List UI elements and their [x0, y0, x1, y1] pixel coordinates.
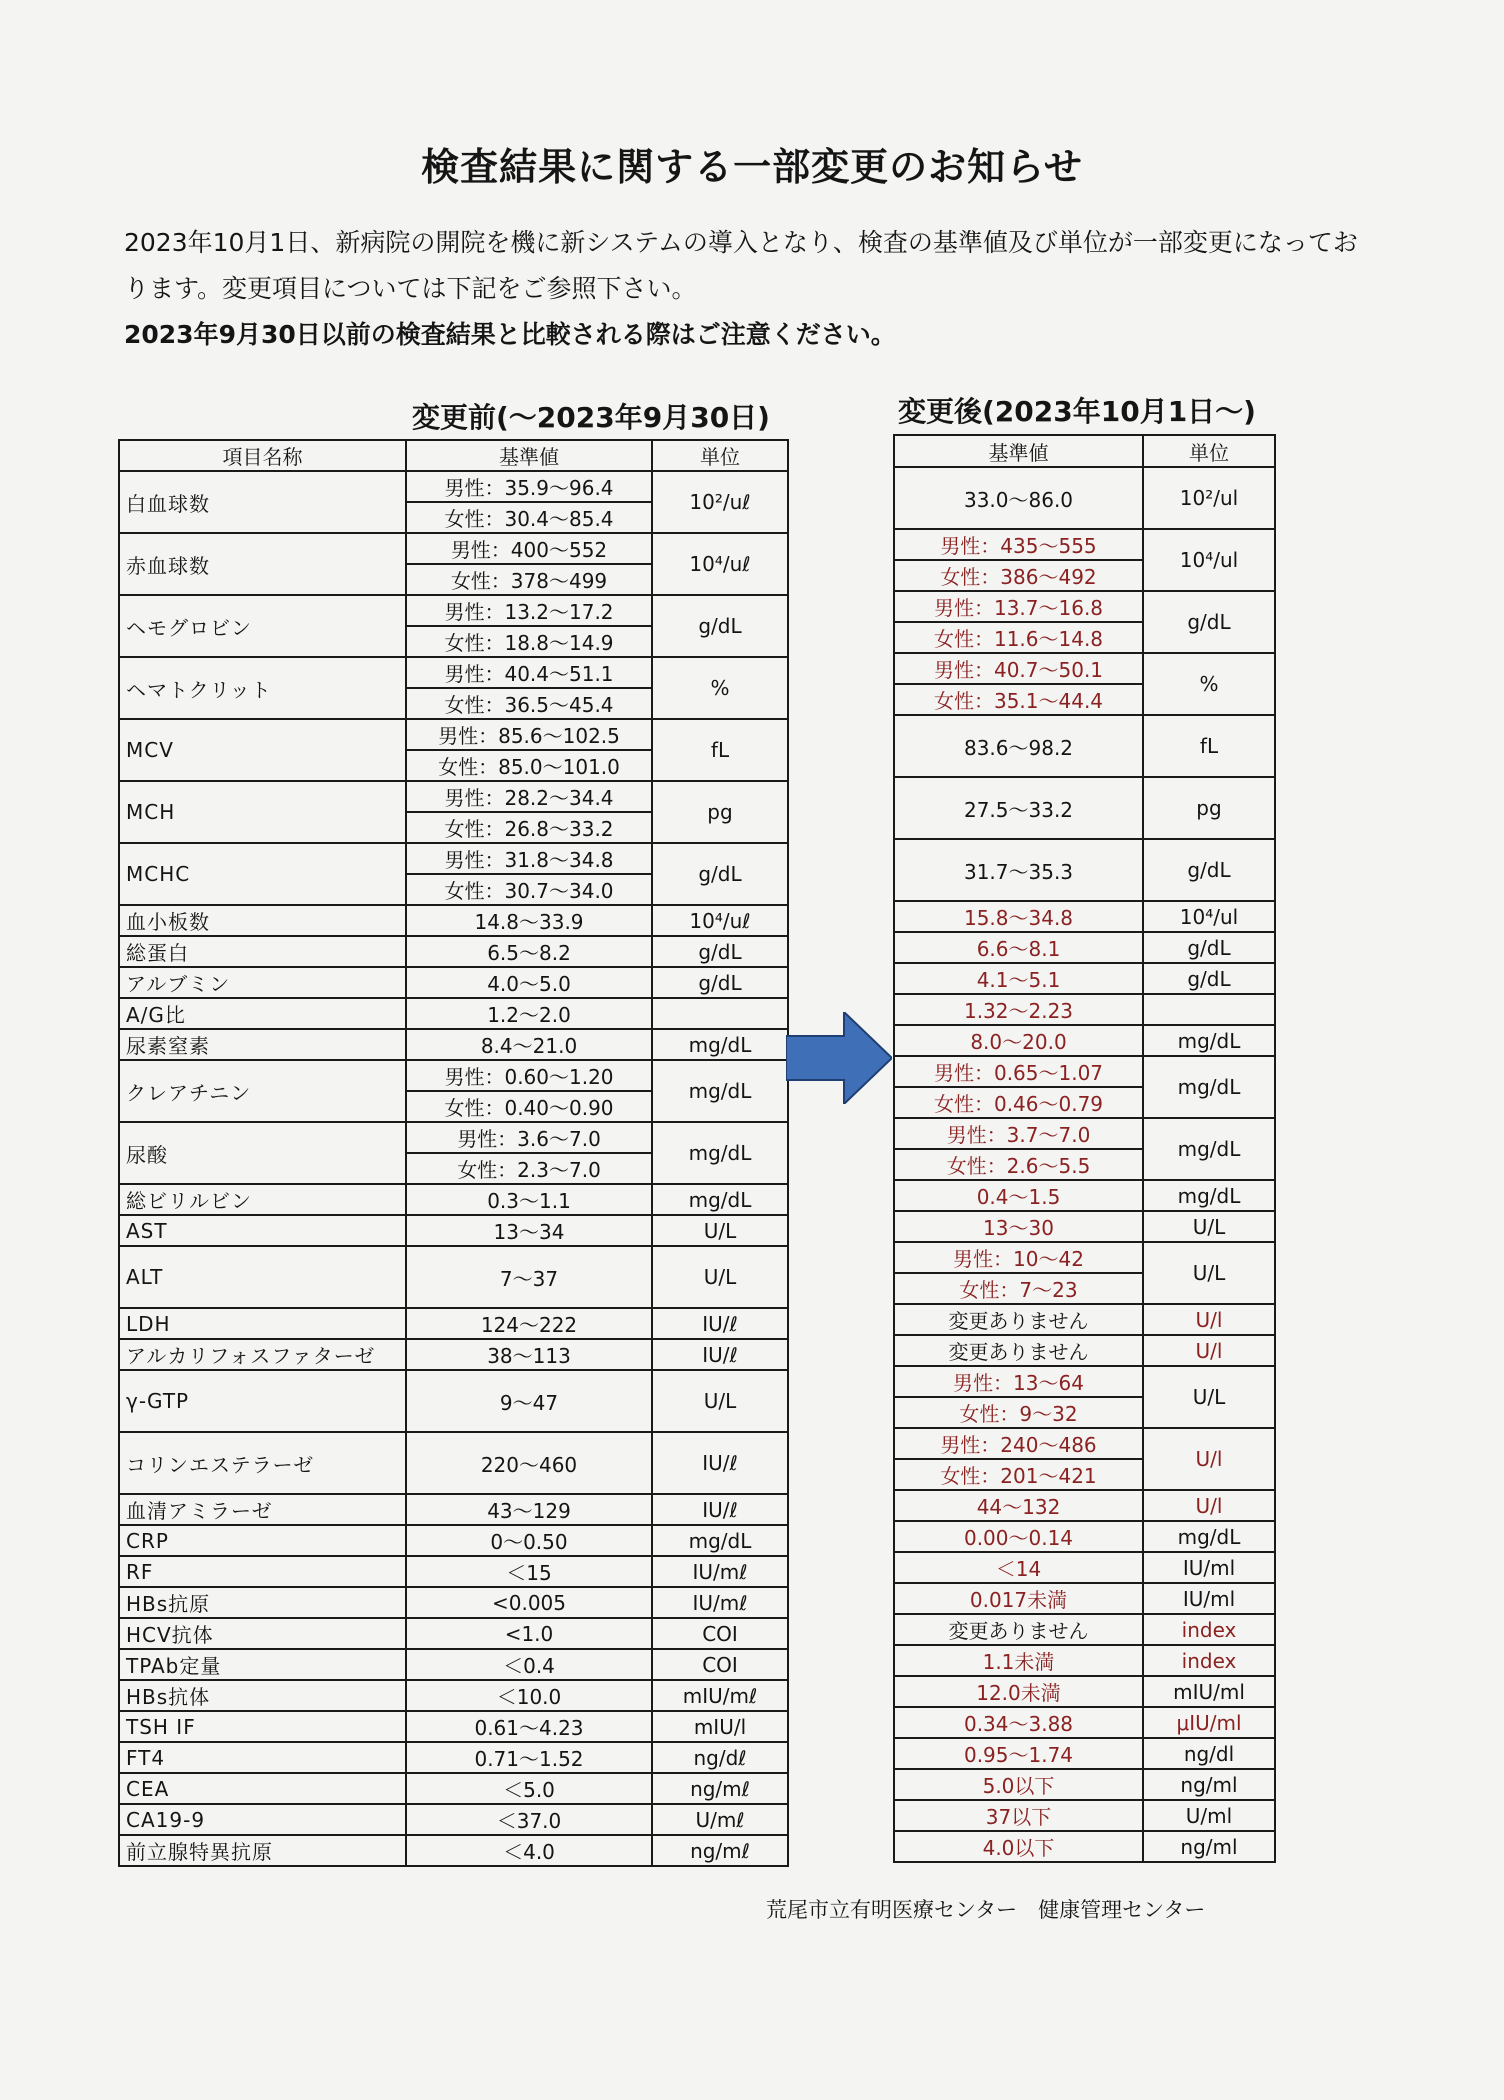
ref-cell: 1.32～2.23 [894, 994, 1143, 1025]
ref-cell: ＜37.0 [406, 1804, 652, 1835]
header-ref: 基準値 [406, 440, 652, 471]
ref-male: 男性：28.2～34.4 [406, 781, 652, 812]
ref-cell: ＜15 [406, 1556, 652, 1587]
unit-cell: mg/dL [652, 1122, 788, 1184]
item-name: AST [119, 1215, 406, 1246]
table-row [894, 1211, 1275, 1242]
unit-cell: mg/dL [652, 1029, 788, 1060]
table-row [894, 1645, 1275, 1676]
unit-cell: mIU/mℓ [652, 1680, 788, 1711]
unit-cell: IU/mℓ [652, 1556, 788, 1587]
table-row [894, 1490, 1275, 1521]
unit-cell: mg/dL [652, 1525, 788, 1556]
unit-cell: U/l [1143, 1335, 1275, 1366]
unit-cell: COI [652, 1618, 788, 1649]
ref-female: 女性：0.46～0.79 [894, 1087, 1143, 1118]
table-row [894, 1614, 1275, 1645]
ref-female: 女性：2.6～5.5 [894, 1149, 1143, 1180]
ref-cell: ＜5.0 [406, 1773, 652, 1804]
item-name: 総ビリルビン [119, 1184, 406, 1215]
table-row [894, 467, 1275, 529]
table-row [119, 1370, 788, 1432]
before-caption: 変更前(～2023年9月30日) [412, 401, 770, 434]
item-name: HBs抗原 [119, 1587, 406, 1618]
unit-cell: pg [1143, 777, 1275, 839]
ref-male: 男性：3.7～7.0 [894, 1118, 1143, 1149]
page-title: 検査結果に関する一部変更のお知らせ [421, 145, 1083, 189]
ref-female: 女性：18.8～14.9 [406, 626, 652, 657]
ref-female: 女性：36.5～45.4 [406, 688, 652, 719]
unit-cell: U/L [652, 1215, 788, 1246]
ref-cell: 31.7～35.3 [894, 839, 1143, 901]
ref-cell: 0.3～1.1 [406, 1184, 652, 1215]
intro-warning: 2023年9月30日以前の検査結果と比較される際はご注意ください。 [124, 320, 896, 349]
table-row [894, 994, 1275, 1025]
table-row [119, 1246, 788, 1308]
item-name: TPAb定量 [119, 1649, 406, 1680]
ref-female: 女性：0.40～0.90 [406, 1091, 652, 1122]
unit-cell: % [1143, 653, 1275, 715]
table-row [119, 1122, 788, 1153]
ref-cell: 1.1未満 [894, 1645, 1143, 1676]
item-name: TSH IF [119, 1711, 406, 1742]
ref-cell: <0.005 [406, 1587, 652, 1618]
table-row [119, 1587, 788, 1618]
unit-cell: 10²/uℓ [652, 471, 788, 533]
ref-female: 女性：2.3～7.0 [406, 1153, 652, 1184]
ref-male: 男性：40.4～51.1 [406, 657, 652, 688]
table-row [119, 657, 788, 688]
ref-cell: 7～37 [406, 1246, 652, 1308]
item-name: ALT [119, 1246, 406, 1308]
header-ref: 基準値 [894, 435, 1143, 467]
ref-cell: 14.8～33.9 [406, 905, 652, 936]
ref-cell: 0.00～0.14 [894, 1521, 1143, 1552]
ref-cell: ＜0.4 [406, 1649, 652, 1680]
unit-cell: 10⁴/uℓ [652, 905, 788, 936]
table-row [894, 591, 1275, 622]
table-row [894, 1335, 1275, 1366]
ref-cell: 43～129 [406, 1494, 652, 1525]
unit-cell: U/L [652, 1246, 788, 1308]
ref-cell: 8.4～21.0 [406, 1029, 652, 1060]
table-row [119, 1060, 788, 1091]
ref-cell: 変更ありません [894, 1614, 1143, 1645]
unit-cell: IU/ℓ [652, 1339, 788, 1370]
table-row [119, 1742, 788, 1773]
unit-cell: U/L [1143, 1242, 1275, 1304]
unit-cell: ng/dℓ [652, 1742, 788, 1773]
ref-cell: 13～30 [894, 1211, 1143, 1242]
unit-cell: index [1143, 1645, 1275, 1676]
unit-cell: mg/dL [1143, 1521, 1275, 1552]
table-row [894, 1366, 1275, 1397]
table-row [119, 1804, 788, 1835]
ref-male: 男性：435～555 [894, 529, 1143, 560]
ref-cell: 0.017未満 [894, 1583, 1143, 1614]
table-row [894, 1180, 1275, 1211]
ref-female: 女性：26.8～33.2 [406, 812, 652, 843]
item-name: コリンエステラーゼ [119, 1432, 406, 1494]
ref-cell: 0.34～3.88 [894, 1707, 1143, 1738]
unit-cell: ng/mℓ [652, 1773, 788, 1804]
header-unit: 単位 [1143, 435, 1275, 467]
ref-female: 女性：30.7～34.0 [406, 874, 652, 905]
ref-cell: 38～113 [406, 1339, 652, 1370]
ref-cell: ＜10.0 [406, 1680, 652, 1711]
unit-cell: IU/ℓ [652, 1432, 788, 1494]
unit-cell: mg/dL [1143, 1056, 1275, 1118]
ref-female: 女性：201～421 [894, 1459, 1143, 1490]
ref-male: 男性：240～486 [894, 1428, 1143, 1459]
table-row [119, 1308, 788, 1339]
unit-cell [1143, 994, 1275, 1025]
item-name: A/G比 [119, 998, 406, 1029]
unit-cell: U/mℓ [652, 1804, 788, 1835]
item-name: クレアチニン [119, 1060, 406, 1122]
ref-male: 男性：40.7～50.1 [894, 653, 1143, 684]
unit-cell: g/dL [1143, 591, 1275, 653]
item-name: CRP [119, 1525, 406, 1556]
ref-cell: ＜14 [894, 1552, 1143, 1583]
ref-cell: 13～34 [406, 1215, 652, 1246]
unit-cell: mg/dL [652, 1184, 788, 1215]
arrow-right-icon [786, 1012, 892, 1104]
unit-cell: 10⁴/ul [1143, 529, 1275, 591]
item-name: MCHC [119, 843, 406, 905]
unit-cell [652, 998, 788, 1029]
ref-male: 男性：400～552 [406, 533, 652, 564]
unit-cell: U/L [652, 1370, 788, 1432]
table-row [894, 1304, 1275, 1335]
unit-cell: IU/ℓ [652, 1494, 788, 1525]
item-name: 尿酸 [119, 1122, 406, 1184]
table-row [894, 1738, 1275, 1769]
ref-female: 女性：35.1～44.4 [894, 684, 1143, 715]
after-caption: 変更後(2023年10月1日～) [898, 395, 1256, 428]
table-row [894, 932, 1275, 963]
footer-organization: 荒尾市立有明医療センター 健康管理センター [766, 1898, 1206, 1922]
table-row [119, 1339, 788, 1370]
table-row [119, 843, 788, 874]
unit-cell: ng/ml [1143, 1769, 1275, 1800]
table-row [119, 1556, 788, 1587]
table-row [894, 839, 1275, 901]
ref-male: 男性：13.7～16.8 [894, 591, 1143, 622]
table-row [119, 1494, 788, 1525]
ref-cell: 37以下 [894, 1800, 1143, 1831]
table-row [894, 1831, 1275, 1862]
ref-male: 男性：3.6～7.0 [406, 1122, 652, 1153]
ref-male: 男性：0.60～1.20 [406, 1060, 652, 1091]
table-row [119, 1618, 788, 1649]
ref-female: 女性：11.6～14.8 [894, 622, 1143, 653]
unit-cell: U/L [1143, 1366, 1275, 1428]
unit-cell: IU/ℓ [652, 1308, 788, 1339]
table-row [894, 901, 1275, 932]
ref-female: 女性：30.4～85.4 [406, 502, 652, 533]
item-name: 血小板数 [119, 905, 406, 936]
ref-cell: 0.95～1.74 [894, 1738, 1143, 1769]
ref-cell: 変更ありません [894, 1335, 1143, 1366]
item-name: ヘマトクリット [119, 657, 406, 719]
unit-cell: IU/mℓ [652, 1587, 788, 1618]
header-unit: 単位 [652, 440, 788, 471]
table-row [894, 1428, 1275, 1459]
unit-cell: ng/ml [1143, 1831, 1275, 1862]
table-row [894, 529, 1275, 560]
ref-male: 男性：0.65～1.07 [894, 1056, 1143, 1087]
ref-cell: 33.0～86.0 [894, 467, 1143, 529]
unit-cell: fL [652, 719, 788, 781]
unit-cell: COI [652, 1649, 788, 1680]
table-row [894, 1242, 1275, 1273]
table-row [894, 1521, 1275, 1552]
unit-cell: mg/dL [652, 1060, 788, 1122]
item-name: RF [119, 1556, 406, 1587]
table-row [119, 1215, 788, 1246]
table-row [894, 1025, 1275, 1056]
table-row [894, 1118, 1275, 1149]
table-row [119, 1680, 788, 1711]
ref-male: 男性：13～64 [894, 1366, 1143, 1397]
unit-cell: 10⁴/uℓ [652, 533, 788, 595]
ref-cell: 124～222 [406, 1308, 652, 1339]
unit-cell: U/ml [1143, 1800, 1275, 1831]
unit-cell: mg/dL [1143, 1180, 1275, 1211]
ref-cell: <1.0 [406, 1618, 652, 1649]
item-name: LDH [119, 1308, 406, 1339]
unit-cell: fL [1143, 715, 1275, 777]
ref-cell: 4.1～5.1 [894, 963, 1143, 994]
header-name: 項目名称 [119, 440, 406, 471]
ref-cell: 83.6～98.2 [894, 715, 1143, 777]
table-row [119, 595, 788, 626]
table-row [894, 777, 1275, 839]
ref-cell: 220～460 [406, 1432, 652, 1494]
unit-cell: μIU/ml [1143, 1707, 1275, 1738]
table-row [119, 1525, 788, 1556]
ref-female: 女性：85.0～101.0 [406, 750, 652, 781]
table-row [894, 1552, 1275, 1583]
ref-cell: 0.61～4.23 [406, 1711, 652, 1742]
ref-cell: 6.6～8.1 [894, 932, 1143, 963]
unit-cell: mIU/l [652, 1711, 788, 1742]
table-row [894, 963, 1275, 994]
ref-cell: 0～0.50 [406, 1525, 652, 1556]
ref-cell: 1.2～2.0 [406, 998, 652, 1029]
item-name: CA19-9 [119, 1804, 406, 1835]
ref-cell: 9～47 [406, 1370, 652, 1432]
unit-cell: U/l [1143, 1428, 1275, 1490]
item-name: ヘモグロビン [119, 595, 406, 657]
item-name: HBs抗体 [119, 1680, 406, 1711]
table-row [119, 719, 788, 750]
table-row [894, 715, 1275, 777]
unit-cell: IU/ml [1143, 1552, 1275, 1583]
ref-cell: 12.0未満 [894, 1676, 1143, 1707]
ref-male: 男性：10～42 [894, 1242, 1143, 1273]
ref-female: 女性：386～492 [894, 560, 1143, 591]
unit-cell: U/L [1143, 1211, 1275, 1242]
unit-cell: mIU/ml [1143, 1676, 1275, 1707]
ref-cell: 4.0以下 [894, 1831, 1143, 1862]
table-row [119, 1773, 788, 1804]
ref-cell: 0.71～1.52 [406, 1742, 652, 1773]
item-name: MCH [119, 781, 406, 843]
unit-cell: g/dL [652, 843, 788, 905]
table-row [894, 1769, 1275, 1800]
table-row [119, 1711, 788, 1742]
after-table [893, 434, 1276, 1863]
item-name: 血清アミラーゼ [119, 1494, 406, 1525]
ref-cell: ＜4.0 [406, 1835, 652, 1866]
ref-female: 女性：7～23 [894, 1273, 1143, 1304]
item-name: HCV抗体 [119, 1618, 406, 1649]
ref-cell: 6.5～8.2 [406, 936, 652, 967]
item-name: 尿素窒素 [119, 1029, 406, 1060]
intro-paragraph: 2023年10月1日、新病院の開院を機に新システムの導入となり、検査の基準値及び単位が一部変更になっております。変更項目については下記をご参照下さい。 [124, 228, 1358, 303]
unit-cell: g/dL [652, 967, 788, 998]
before-table [118, 439, 789, 1867]
ref-cell: 15.8～34.8 [894, 901, 1143, 932]
table-row [119, 533, 788, 564]
table-row [119, 1029, 788, 1060]
table-row [119, 936, 788, 967]
unit-cell: g/dL [1143, 839, 1275, 901]
unit-cell: pg [652, 781, 788, 843]
unit-cell: ng/mℓ [652, 1835, 788, 1866]
unit-cell: g/dL [652, 936, 788, 967]
ref-male: 男性：31.8～34.8 [406, 843, 652, 874]
ref-cell: 44～132 [894, 1490, 1143, 1521]
unit-cell: U/l [1143, 1490, 1275, 1521]
unit-cell: g/dL [1143, 932, 1275, 963]
table-row [119, 781, 788, 812]
table-row [119, 1184, 788, 1215]
unit-cell: mg/dL [1143, 1118, 1275, 1180]
item-name: FT4 [119, 1742, 406, 1773]
unit-cell: IU/ml [1143, 1583, 1275, 1614]
item-name: γ-GTP [119, 1370, 406, 1432]
item-name: アルカリフォスファターゼ [119, 1339, 406, 1370]
unit-cell: 10⁴/ul [1143, 901, 1275, 932]
item-name: 白血球数 [119, 471, 406, 533]
unit-cell: index [1143, 1614, 1275, 1645]
ref-cell: 4.0～5.0 [406, 967, 652, 998]
ref-male: 男性：85.6～102.5 [406, 719, 652, 750]
item-name: 総蛋白 [119, 936, 406, 967]
unit-cell: 10²/ul [1143, 467, 1275, 529]
item-name: 前立腺特異抗原 [119, 1835, 406, 1866]
unit-cell: g/dL [1143, 963, 1275, 994]
item-name: アルブミン [119, 967, 406, 998]
ref-female: 女性：9～32 [894, 1397, 1143, 1428]
ref-male: 男性：35.9～96.4 [406, 471, 652, 502]
table-row [119, 967, 788, 998]
table-row [894, 1583, 1275, 1614]
item-name: MCV [119, 719, 406, 781]
ref-female: 女性：378～499 [406, 564, 652, 595]
table-row [894, 1800, 1275, 1831]
ref-cell: 0.4～1.5 [894, 1180, 1143, 1211]
table-row [119, 905, 788, 936]
ref-cell: 5.0以下 [894, 1769, 1143, 1800]
table-row [119, 1835, 788, 1866]
ref-cell: 変更ありません [894, 1304, 1143, 1335]
item-name: 赤血球数 [119, 533, 406, 595]
table-row [119, 471, 788, 502]
unit-cell: % [652, 657, 788, 719]
table-row [894, 653, 1275, 684]
table-row [119, 998, 788, 1029]
ref-cell: 8.0～20.0 [894, 1025, 1143, 1056]
item-name: CEA [119, 1773, 406, 1804]
table-row [119, 1649, 788, 1680]
unit-cell: mg/dL [1143, 1025, 1275, 1056]
table-row [894, 1707, 1275, 1738]
unit-cell: U/l [1143, 1304, 1275, 1335]
table-row [894, 1056, 1275, 1087]
table-row [894, 1676, 1275, 1707]
table-row [119, 1432, 788, 1494]
unit-cell: g/dL [652, 595, 788, 657]
ref-male: 男性：13.2～17.2 [406, 595, 652, 626]
unit-cell: ng/dl [1143, 1738, 1275, 1769]
ref-cell: 27.5～33.2 [894, 777, 1143, 839]
